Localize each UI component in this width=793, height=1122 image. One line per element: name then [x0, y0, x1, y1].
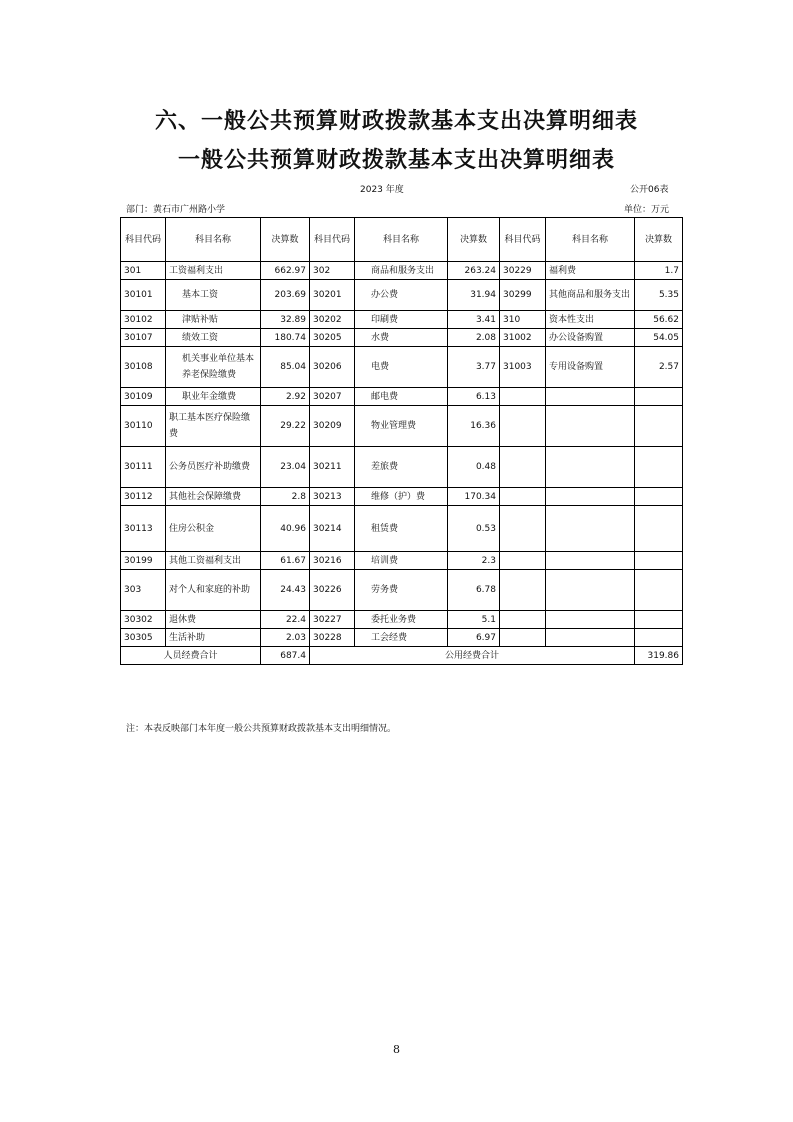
amount-cell — [635, 388, 683, 406]
amount-cell — [635, 552, 683, 570]
amount-cell — [635, 611, 683, 629]
code-cell: 30202 — [310, 311, 355, 329]
amount-cell: 6.78 — [448, 570, 500, 611]
header-name-2: 科目名称 — [355, 218, 448, 262]
amount-cell: 31.94 — [448, 280, 500, 311]
name-cell: 福利费 — [546, 262, 635, 280]
code-cell: 30206 — [310, 347, 355, 388]
header-name-3: 科目名称 — [546, 218, 635, 262]
amount-cell: 2.92 — [261, 388, 310, 406]
amount-cell: 5.35 — [635, 280, 683, 311]
amount-cell: 54.05 — [635, 329, 683, 347]
amount-cell: 32.89 — [261, 311, 310, 329]
amount-cell: 2.3 — [448, 552, 500, 570]
code-cell: 30213 — [310, 488, 355, 506]
table-row — [121, 570, 683, 611]
code-cell: 30299 — [500, 280, 546, 311]
table-row — [121, 262, 683, 280]
name-cell: 商品和服务支出 — [355, 262, 448, 280]
amount-cell: 2.03 — [261, 629, 310, 647]
table-row — [121, 447, 683, 488]
amount-cell — [635, 488, 683, 506]
name-cell: 电费 — [355, 347, 448, 388]
name-cell: 住房公积金 — [166, 506, 261, 552]
code-cell: 30302 — [121, 611, 166, 629]
name-cell: 职业年金缴费 — [166, 388, 261, 406]
header-name-1: 科目名称 — [166, 218, 261, 262]
amount-cell: 16.36 — [448, 406, 500, 447]
table-row — [121, 611, 683, 629]
amount-cell: 3.41 — [448, 311, 500, 329]
code-cell — [500, 629, 546, 647]
name-cell — [546, 488, 635, 506]
name-cell: 培训费 — [355, 552, 448, 570]
code-cell — [500, 406, 546, 447]
header-row — [121, 218, 683, 262]
code-cell: 30109 — [121, 388, 166, 406]
name-cell: 基本工资 — [166, 280, 261, 311]
name-cell: 办公费 — [355, 280, 448, 311]
name-cell: 专用设备购置 — [546, 347, 635, 388]
code-cell: 30113 — [121, 506, 166, 552]
unit-label: 单位：万元 — [624, 205, 670, 215]
amount-cell: 2.8 — [261, 488, 310, 506]
code-cell: 30111 — [121, 447, 166, 488]
name-cell — [546, 611, 635, 629]
name-cell: 绩效工资 — [166, 329, 261, 347]
name-cell: 职工基本医疗保险缴费 — [166, 406, 261, 447]
name-cell: 津贴补贴 — [166, 311, 261, 329]
amount-cell — [635, 406, 683, 447]
name-cell — [546, 506, 635, 552]
amount-cell: 40.96 — [261, 506, 310, 552]
name-cell — [546, 447, 635, 488]
amount-cell: 5.1 — [448, 611, 500, 629]
code-cell: 30226 — [310, 570, 355, 611]
code-cell: 30108 — [121, 347, 166, 388]
name-cell: 其他工资福利支出 — [166, 552, 261, 570]
totals-row — [121, 647, 683, 665]
code-cell: 303 — [121, 570, 166, 611]
table-row — [121, 311, 683, 329]
header-code-1: 科目代码 — [121, 218, 166, 262]
amount-cell: 2.57 — [635, 347, 683, 388]
form-number: 公开06表 — [630, 185, 669, 195]
name-cell: 印刷费 — [355, 311, 448, 329]
code-cell: 30214 — [310, 506, 355, 552]
code-cell: 30205 — [310, 329, 355, 347]
personnel-total-value: 687.4 — [261, 647, 310, 665]
code-cell — [500, 570, 546, 611]
amount-cell: 3.77 — [448, 347, 500, 388]
name-cell: 租赁费 — [355, 506, 448, 552]
amount-cell: 85.04 — [261, 347, 310, 388]
amount-cell: 6.13 — [448, 388, 500, 406]
name-cell: 差旅费 — [355, 447, 448, 488]
name-cell — [546, 629, 635, 647]
amount-cell — [635, 629, 683, 647]
name-cell: 生活补助 — [166, 629, 261, 647]
amount-cell: 22.4 — [261, 611, 310, 629]
amount-cell: 203.69 — [261, 280, 310, 311]
name-cell: 其他社会保障缴费 — [166, 488, 261, 506]
year-label: 2023 年度 — [360, 185, 404, 195]
amount-cell — [635, 506, 683, 552]
code-cell — [500, 447, 546, 488]
name-cell — [546, 406, 635, 447]
name-cell — [546, 570, 635, 611]
amount-cell: 0.48 — [448, 447, 500, 488]
code-cell — [500, 611, 546, 629]
amount-cell — [635, 570, 683, 611]
amount-cell: 180.74 — [261, 329, 310, 347]
page-heading: 六、一般公共预算财政拨款基本支出决算明细表 — [154, 108, 638, 134]
table-title: 一般公共预算财政拨款基本支出决算明细表 — [177, 147, 615, 173]
amount-cell: 0.53 — [448, 506, 500, 552]
code-cell: 30107 — [121, 329, 166, 347]
name-cell: 维修（护）费 — [355, 488, 448, 506]
code-cell — [500, 488, 546, 506]
code-cell — [500, 506, 546, 552]
table-row — [121, 488, 683, 506]
amount-cell: 29.22 — [261, 406, 310, 447]
code-cell: 30201 — [310, 280, 355, 311]
code-cell: 30110 — [121, 406, 166, 447]
public-total-value: 319.86 — [635, 647, 683, 665]
header-amount-1: 决算数 — [261, 218, 310, 262]
code-cell: 301 — [121, 262, 166, 280]
name-cell: 办公设备购置 — [546, 329, 635, 347]
header-code-3: 科目代码 — [500, 218, 546, 262]
personnel-total-label: 人员经费合计 — [121, 647, 261, 665]
name-cell — [546, 388, 635, 406]
code-cell: 30102 — [121, 311, 166, 329]
amount-cell: 1.7 — [635, 262, 683, 280]
code-cell — [500, 552, 546, 570]
name-cell: 对个人和家庭的补助 — [166, 570, 261, 611]
name-cell — [546, 552, 635, 570]
code-cell: 302 — [310, 262, 355, 280]
name-cell: 资本性支出 — [546, 311, 635, 329]
table-row — [121, 388, 683, 406]
code-cell: 31002 — [500, 329, 546, 347]
amount-cell: 61.67 — [261, 552, 310, 570]
name-cell: 退休费 — [166, 611, 261, 629]
table-row — [121, 506, 683, 552]
table-row — [121, 629, 683, 647]
table-row — [121, 347, 683, 388]
amount-cell — [635, 447, 683, 488]
name-cell: 物业管理费 — [355, 406, 448, 447]
code-cell: 30216 — [310, 552, 355, 570]
name-cell: 水费 — [355, 329, 448, 347]
amount-cell: 24.43 — [261, 570, 310, 611]
public-total-label: 公用经费合计 — [310, 647, 635, 665]
code-cell: 30101 — [121, 280, 166, 311]
header-amount-2: 决算数 — [448, 218, 500, 262]
amount-cell: 2.08 — [448, 329, 500, 347]
code-cell: 30229 — [500, 262, 546, 280]
header-amount-3: 决算数 — [635, 218, 683, 262]
name-cell: 公务员医疗补助缴费 — [166, 447, 261, 488]
name-cell: 邮电费 — [355, 388, 448, 406]
table-note: 注：本表反映部门本年度一般公共预算财政拨款基本支出明细情况。 — [126, 724, 397, 734]
table-row — [121, 406, 683, 447]
code-cell: 30228 — [310, 629, 355, 647]
department-label: 部门：黄石市广州路小学 — [126, 205, 226, 215]
page-number: 8 — [393, 1043, 400, 1056]
table-row — [121, 329, 683, 347]
code-cell: 30207 — [310, 388, 355, 406]
code-cell: 30199 — [121, 552, 166, 570]
amount-cell: 6.97 — [448, 629, 500, 647]
header-code-2: 科目代码 — [310, 218, 355, 262]
amount-cell: 662.97 — [261, 262, 310, 280]
code-cell — [500, 388, 546, 406]
name-cell: 其他商品和服务支出 — [546, 280, 635, 311]
name-cell: 委托业务费 — [355, 611, 448, 629]
amount-cell: 170.34 — [448, 488, 500, 506]
name-cell: 工会经费 — [355, 629, 448, 647]
code-cell: 30227 — [310, 611, 355, 629]
amount-cell: 23.04 — [261, 447, 310, 488]
name-cell: 劳务费 — [355, 570, 448, 611]
code-cell: 310 — [500, 311, 546, 329]
expenditure-table — [120, 217, 683, 665]
table-row — [121, 280, 683, 311]
code-cell: 30209 — [310, 406, 355, 447]
name-cell: 机关事业单位基本养老保险缴费 — [166, 347, 261, 388]
amount-cell: 56.62 — [635, 311, 683, 329]
name-cell: 工资福利支出 — [166, 262, 261, 280]
table-row — [121, 552, 683, 570]
code-cell: 30305 — [121, 629, 166, 647]
code-cell: 31003 — [500, 347, 546, 388]
code-cell: 30112 — [121, 488, 166, 506]
code-cell: 30211 — [310, 447, 355, 488]
amount-cell: 263.24 — [448, 262, 500, 280]
